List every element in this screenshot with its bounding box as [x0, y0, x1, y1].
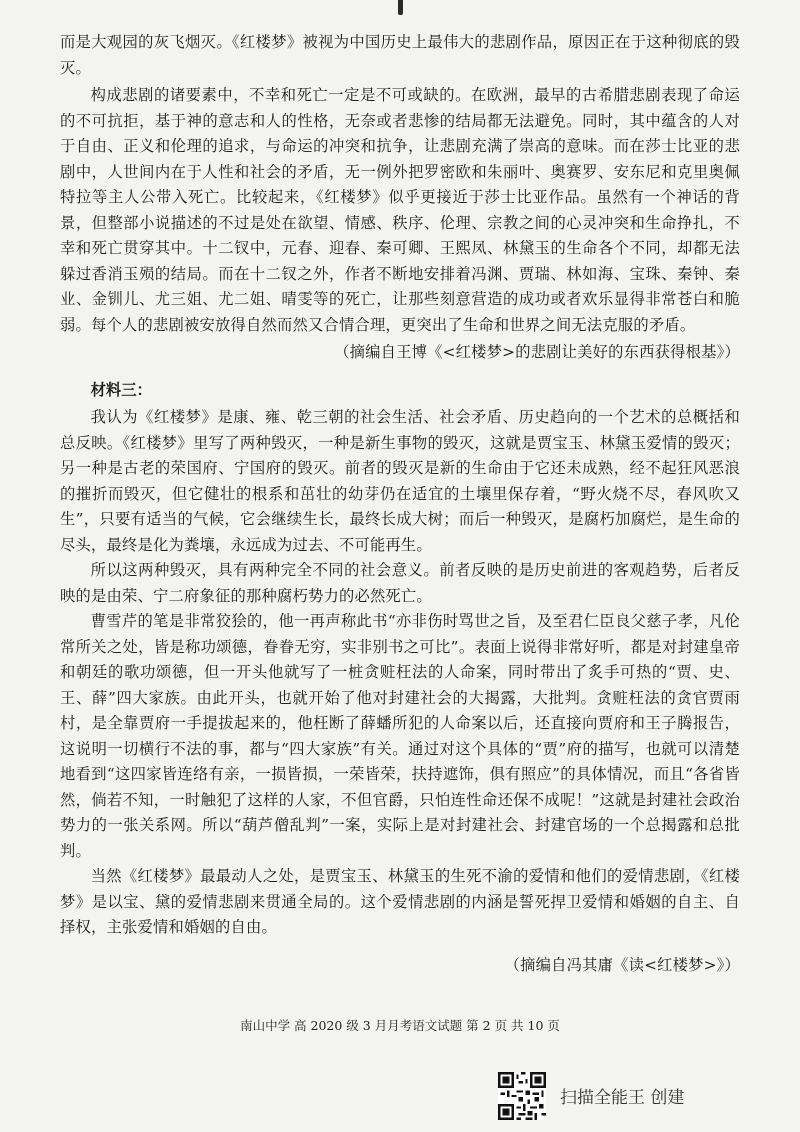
document-page — [60, 30, 740, 978]
scanner-watermark-label: 扫描全能王 创建 — [560, 1088, 685, 1108]
page-footer: 南山中学 高 2020 级 3 月月考语文试题 第 2 页 共 10 页 — [240, 1018, 560, 1033]
binding-mark — [398, 0, 403, 15]
material3-paragraph-2: 所以这两种毁灭，具有两种完全不同的社会意义。前者反映的是历史前进的客观趋势，后者反映的是由荣、宁二府象征的那种腐朽势力的必然死亡。 — [60, 561, 740, 605]
material2-paragraph-1: 而是大观园的灰飞烟灭。《红楼梦》被视为中国历史上最伟大的悲剧作品，原因正在于这种彻底的毁灭。 — [60, 33, 740, 77]
qr-code-icon — [498, 1072, 546, 1120]
material3-source: （摘编自冯其庸《读<红楼梦>》） — [504, 955, 740, 974]
material3-heading: 材料三： — [90, 380, 152, 399]
material2-source: （摘编自王博《<红楼梦>的悲剧让美好的东西获得根基》） — [334, 343, 740, 361]
material2-paragraph-2: 构成悲剧的诸要素中，不幸和死亡一定是不可或缺的。在欧洲，最早的古希腊悲剧表现了命运的不可抗拒，基于神的意志和人的性格，无奈或者悲惨的结局都无法避免。同时，其中蕴含的人对于自由、正义和伦理的追求，与命运的冲突和抗争，让悲剧充满了崇高的意味。而在莎士比亚的悲剧中，人世间内在于人性和社会的矛盾，无一例外把罗密欧和朱丽叶、奥赛罗、安东尼和克里奥佩特拉等主人公带入死亡。比较起来，《红楼梦》似乎更接近于莎士比亚作品。虽然有一个神话的背景，但整部小说描述的不过是处在欲望、情感、秩序、伦理、宗教之间的心灵冲突和生命挣扎，不幸和死亡贯穿其中。十二钗中，元春、迎春、秦可卿、王熙凤、林黛玉的生命各个不同，却都无法躲过香消玉殒的结局。而在十二钗之外，作者不断地安排着冯渊、贾瑞、林如海、宝珠、秦钟、秦业、金钏儿、尤三姐、尤二姐、晴雯等的死亡，让那些刻意营造的成功或者欢乐显得非常苍白和脆弱。每个人的悲剧被安放得自然而然又合情合理，更突出了生命和世界之间无法克服的矛盾。 — [60, 86, 740, 334]
material3-paragraph-3: 曹雪芹的笔是非常狡狯的，他一再声称此书“亦非伤时骂世之旨，及至君仁臣良父慈子孝，凡伦常所关之处，皆是称功颂德，眷眷无穷，实非别书之可比”。表面上说得非常好听，都是对封建皇帝和朝廷的歌功颂德，但一开头他就写了一桩贪赃枉法的人命案，同时带出了炙手可热的“贾、史、王、薛”四大家族。由此开头，也就开始了他对封建社会的大揭露，大批判。贪赃枉法的贪官贾雨村，是全靠贾府一手提拔起来的，他枉断了薛蟠所犯的人命案以后，还直接向贾府和王子腾报告，这说明一切横行不法的事，都与“四大家族”有关。通过对这个具体的“贾”府的描写，也就可以清楚地看到“这四家皆连络有亲，一损皆损，一荣皆荣，扶持遮饰，俱有照应”的具体情况，而且“各省皆然，倘若不知，一时触犯了这样的人家，不但官爵，只怕连性命还保不成呢！”这就是封建社会政治势力的一张关系网。所以“葫芦僧乱判”一案，实际上是对封建社会、封建官场的一个总揭露和总批判。 — [60, 612, 740, 860]
material3-paragraph-1: 我认为《红楼梦》是康、雍、乾三朝的社会生活、社会矛盾、历史趋向的一个艺术的总概括和总反映。《红楼梦》里写了两种毁灭，一种是新生事物的毁灭，这就是贾宝玉、林黛玉爱情的毁灭；另一种是古老的荣国府、宁国府的毁灭。前者的毁灭是新的生命由于它还未成熟，经不起狂风恶浪的摧折而毁灭，但它健壮的根系和茁壮的幼芽仍在适宜的土壤里保存着，“野火烧不尽，春风吹又生”，只要有适当的气候，它会继续生长，最终长成大树；而后一种毁灭，是腐朽加腐烂，是生命的尽头，最终是化为粪壤，永远成为过去、不可能再生。 — [60, 408, 740, 554]
material3-paragraph-4: 当然《红楼梦》最最动人之处，是贾宝玉、林黛玉的生死不渝的爱情和他们的爱情悲剧，《红楼梦》是以宝、黛的爱情悲剧来贯通全局的。这个爱情悲剧的内涵是誓死捍卫爱情和婚姻的自主、自择权，主张爱情和婚姻的自由。 — [60, 867, 740, 936]
